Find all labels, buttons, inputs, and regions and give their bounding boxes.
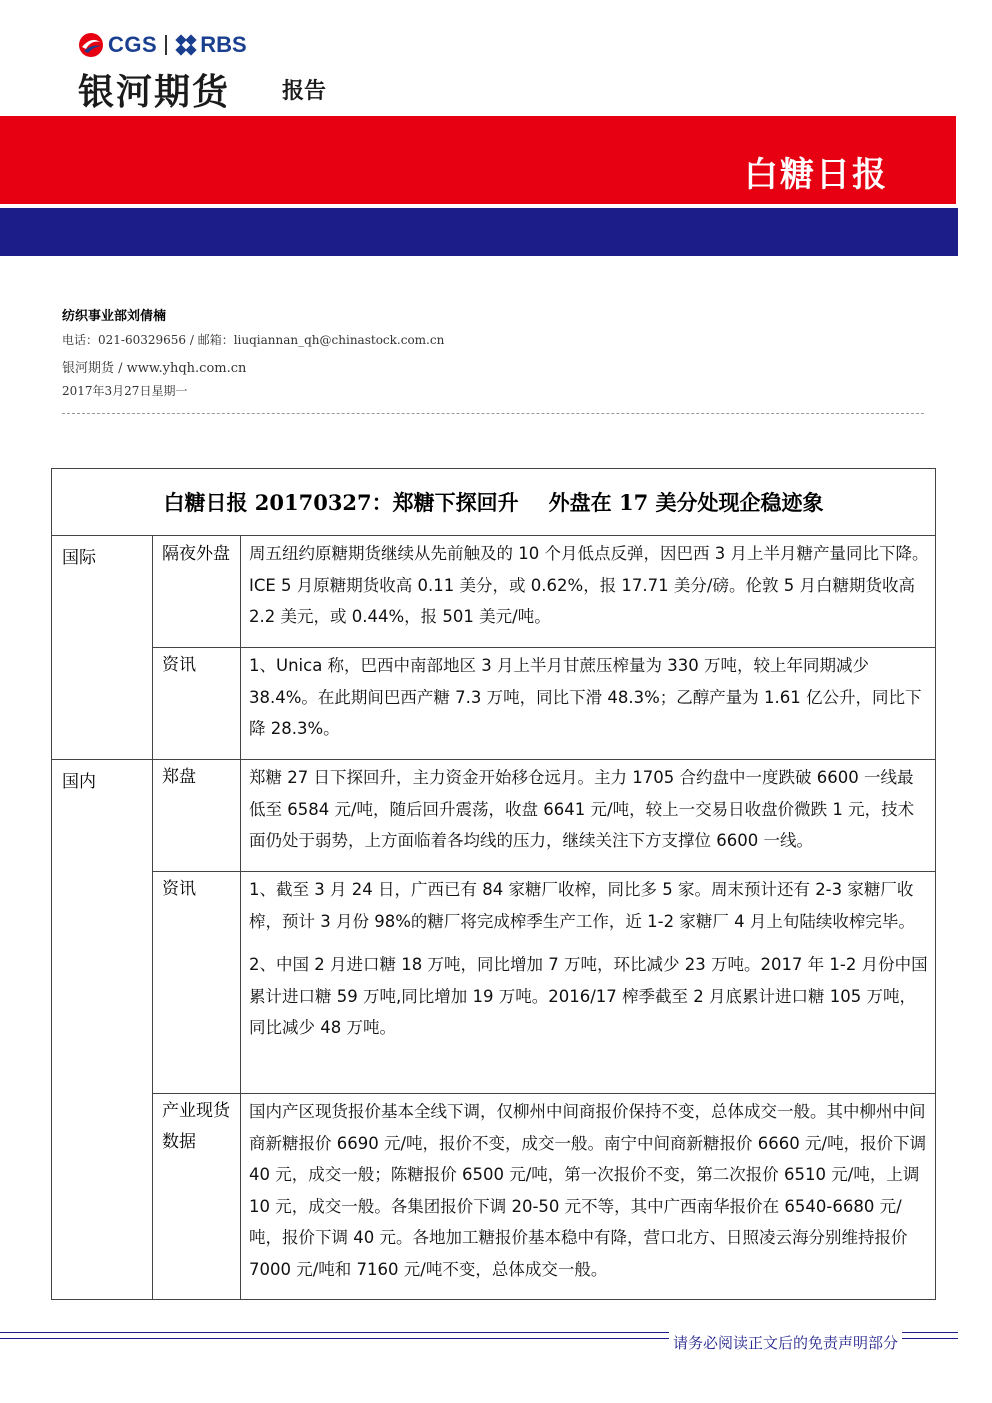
logo-separator (165, 35, 167, 55)
row-line (152, 1093, 935, 1094)
row-line (52, 759, 935, 760)
row-content-zhengzhou (249, 762, 929, 857)
contact-info: 电话：021-60329656 / 邮箱：liuqiannan_qh@chinastock.com.cn (62, 333, 445, 347)
header-blue-band (0, 208, 958, 256)
paragraph: 2、中国 2 月进口糖 18 万吨，同比增加 7 万吨，环比减少 23 万吨。2017 年 1-2 月份中国累计进口糖 59 万吨,同比增加 19 万吨。2016/17 榨季截至 2 月底累计进口糖 105 万吨，同比减少 48 万吨。 (249, 955, 928, 1037)
cgs-swoosh-icon (78, 32, 104, 58)
headline (52, 469, 935, 535)
row-content-domestic-news (249, 874, 929, 1044)
headline-part-a: 白糖日报 20170327：郑糖下探回升 (163, 490, 519, 515)
category-domestic: 国内 (62, 772, 96, 792)
company-logo (78, 30, 247, 115)
row-line (152, 647, 935, 648)
row-label-overnight: 隔夜外盘 (162, 544, 230, 564)
brand-en: CGS (108, 32, 158, 57)
row-label-domestic-news: 资讯 (162, 879, 196, 899)
category-international: 国际 (62, 548, 96, 568)
column-line (240, 535, 241, 1300)
row-label-intl-news: 资讯 (162, 655, 196, 675)
paragraph: 郑糖 27 日下探回升，主力资金开始移仓远月。主力 1705 合约盘中一度跌破 6600 一线最低至 6584 元/吨，随后回升震荡，收盘 6641 元/吨，较上一交易日收盘价微跌 1 元，技术面仍处于弱势，上方面临着各均线的压力，继续关注下方支撑位 6600 一线。 (249, 768, 915, 850)
row-content-intl-news (249, 650, 929, 745)
row-line (152, 871, 935, 872)
rbs-mark-icon (175, 34, 197, 56)
author: 纺织事业部刘倩楠 (62, 309, 167, 324)
column-line (152, 535, 153, 1300)
brand-cn: 银河期货 (78, 72, 231, 113)
paragraph: 1、截至 3 月 24 日，广西已有 84 家糖厂收榨，同比多 5 家。周末预计还有 2-3 家糖厂收榨，预计 3 月份 98%的糖厂将完成榨季生产工作，近 1-2 家糖厂 4 月上旬陆续收榨完毕。 (249, 880, 915, 931)
row-line (52, 535, 935, 536)
row-content-spot-data (249, 1096, 929, 1285)
partner-en: RBS (200, 32, 247, 57)
report-date: 2017年3月27日星期一 (62, 384, 188, 398)
footer-disclaimer: 请务必阅读正文后的免责声明部分 (669, 1332, 902, 1353)
row-label-spot-data: 产业现货数据 (162, 1101, 230, 1152)
report-table (51, 468, 936, 1300)
report-title: 白糖日报 (744, 155, 888, 195)
row-label-zhengzhou: 郑盘 (162, 767, 196, 787)
report-label: 报告 (282, 79, 327, 104)
headline-part-b: 外盘在 17 美分处现企稳迹象 (548, 490, 824, 515)
website-info[interactable]: 银河期货 / www.yhqh.com.cn (62, 361, 247, 376)
paragraph: 1、Unica 称，巴西中南部地区 3 月上半月甘蔗压榨量为 330 万吨，较上年同期减少 38.4%。在此期间巴西产糖 7.3 万吨，同比下滑 48.3%；乙醇产量为 1.61 亿公升，同比下降 28.3%。 (249, 656, 922, 738)
row-content-overnight (249, 538, 929, 633)
paragraph: 国内产区现货报价基本全线下调，仅柳州中间商报价保持不变，总体成交一般。其中柳州中间商新糖报价 6690 元/吨，报价不变，成交一般。南宁中间商新糖报价 6660 元/吨，报价下调 40 元，成交一般；陈糖报价 6500 元/吨，第一次报价不变，第二次报价 6510 元/吨，上调 10 元，成交一般。各集团报价下调 20-50 元不等，其中广西南华报价在 6540-6680 元/吨，报价下调 40 元。各地加工糖报价基本稳中有降，营口北方、日照凌云海分别维持报价 7000 元/吨和 7160 元/吨不变，总体成交一般。 (249, 1102, 927, 1279)
paragraph: 周五纽约原糖期货继续从先前触及的 10 个月低点反弹，因巴西 3 月上半月糖产量同比下降。ICE 5 月原糖期货收高 0.11 美分，或 0.62%，报 17.71 美分/磅。伦敦 5 月白糖期货收高 2.2 美元，或 0.44%，报 501 美元/吨。 (249, 544, 929, 626)
dashed-divider (62, 413, 924, 414)
